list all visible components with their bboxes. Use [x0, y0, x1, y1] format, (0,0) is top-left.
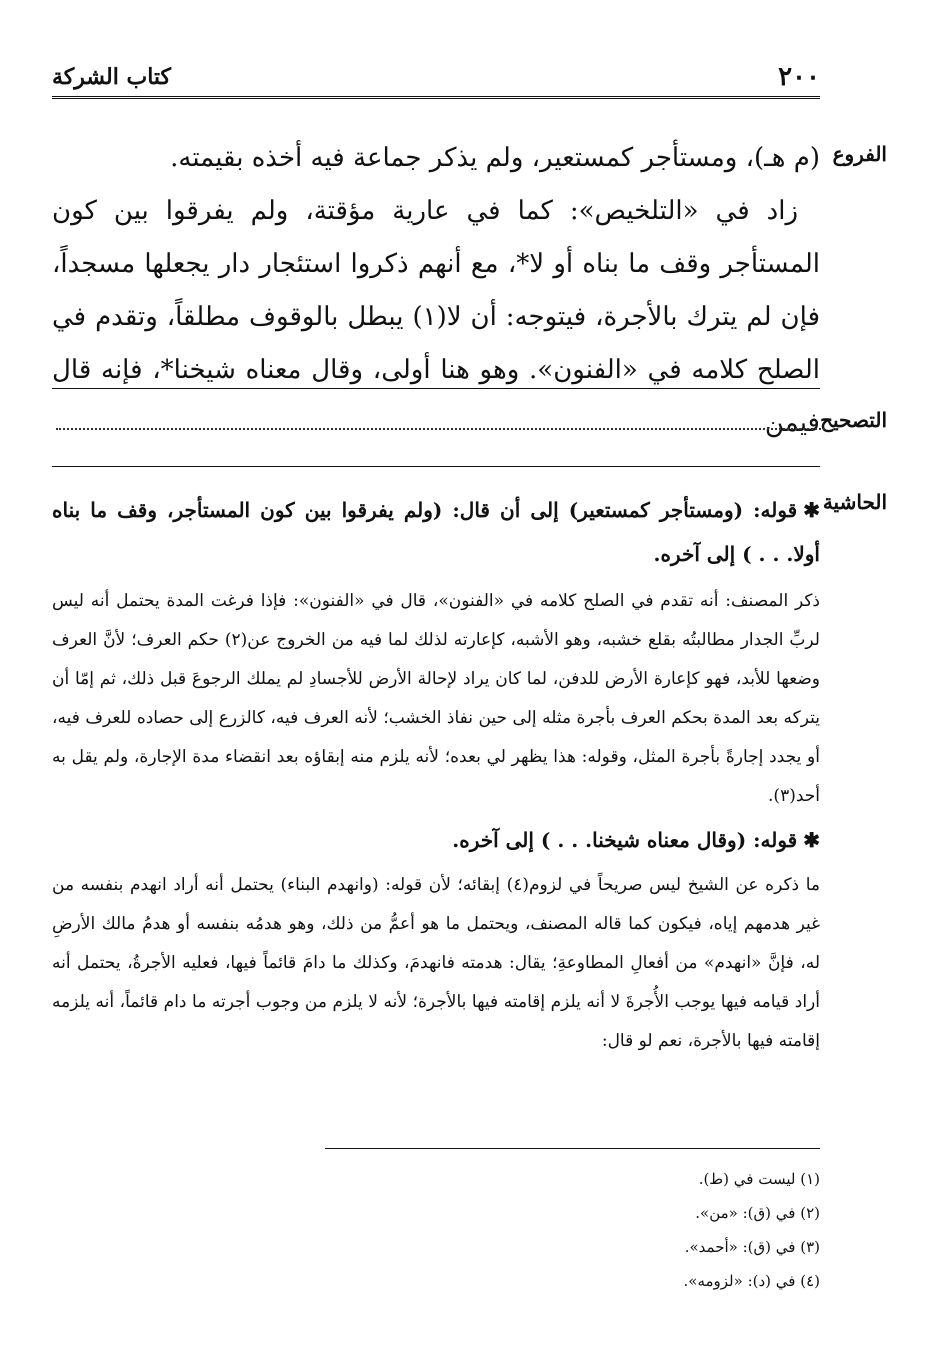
page-header — [52, 62, 820, 99]
footnote-3: (٣) في (ق): «أحمد». — [684, 1238, 820, 1256]
label-furu: الفروع — [832, 142, 887, 166]
footnotes — [300, 1162, 820, 1298]
label-hashiya: الحاشية — [822, 490, 887, 514]
footnote-divider — [325, 1148, 820, 1149]
tashih-dotted-line — [56, 428, 825, 430]
hashiya-body-1: ذكر المصنف: أنه تقدم في الصلح كلامه في «الفنون»، قال في «الفنون»: فإذا فرغت المدة يحتمل أنه ليس لربِّ الجدار مطالبتُه بقلع خشبه، وهو الأشبه، كإعارته لذلك لما فيه من الخروج عن(٢) حكم العرف؛ لأنَّ العرف وضعها للأبد، فهو كإعارة الأرض للدفن، لما كان يراد لإحالة الأرض للأجسادِ لم يملك الرجوعَ قبل ذلك، ثم إمّا أن يتركه بعد المدة بحكم العرف بأجرة مثله إلى حين نفاذ الخشب؛ لأنه العرف فيه، كالزرع إلى حصاده للعرف فيه، أو يجدد إجارةً بأجرة المثل، وقوله: هذا يظهر لي بعده؛ لأنه يلزم منه إبقاؤه بعد انقضاء مدة الإجارة، ولم يقل به أحد(٣). — [52, 591, 820, 806]
divider-bottom — [52, 466, 820, 467]
divider-top — [52, 388, 820, 389]
main-text — [52, 132, 820, 450]
main-paragraph: زاد في «التلخيص»: كما في عارية مؤقتة، ولم يفرقوا بين كون المستأجر وقف ما بناه أو لا*، مع أنهم ذكروا استئجار دار يجعلها مسجداً، فإن لم يترك بالأجرة، فيتوجه: أن لا(١) يبطل بالوقوف مطلقاً، وتقدم في الصلح كلامه في «الفنون». وهو هنا أولى، وقال معناه شيخنا*، فإنه قال فيمن — [52, 196, 820, 438]
asterisk-icon: ✱ — [803, 828, 820, 852]
quote-2-text: قوله: (وقال معناه شيخنا. . . ) إلى آخره. — [452, 828, 798, 852]
book-title: كتاب الشركة — [52, 64, 172, 90]
hashiya-section — [52, 488, 820, 1061]
hashiya-quote-2 — [52, 818, 820, 862]
hashiya-body-2: ما ذكره عن الشيخ ليس صريحاً في لزوم(٤) إبقائه؛ لأن قوله: (وانهدم البناء) يحتمل أنه أراد انهدم بنفسه من غير هدمهم إياه، فيكون كما قاله المصنف، ويحتمل ما هو أعمُّ من ذلك، وهو هدمُه بنفسه أو هدمُ مالك الأرضِ له، فإنَّ «انهدم» من أفعالِ المطاوعةِ؛ يقال: هدمته فانهدمَ، وكذلك ما دامَ قائماً فيها، فعليه الأجرةُ، يحتمل أنه أراد قيامه فيها يوجب الأُجرةَ لا أنه يلزم إقامته فيها بالأجرة؛ لأنه لا يلزم من وجوب أجرته ما دام قائماً، أنه يلزمه إقامته فيها بالأجرة، نعم لو قال: — [52, 875, 820, 1051]
footnote-4: (٤) في (د): «لزومه». — [683, 1272, 820, 1290]
label-tashih: التصحيح — [820, 408, 887, 432]
quote-1-text: قوله: (ومستأجر كمستعير) إلى أن قال: (ولم يفرقوا بين كون المستأجر، وقف ما بناه أولا. . . ) إلى آخره. — [52, 498, 820, 566]
hashiya-quote-1 — [52, 488, 820, 576]
footnote-2: (٢) في (ق): «من». — [695, 1204, 820, 1222]
page-number: ٢٠٠ — [778, 62, 820, 92]
footnote-1: (١) ليست في (ط). — [698, 1170, 820, 1188]
asterisk-icon: ✱ — [803, 498, 820, 522]
main-line-1: (م هـ)، ومستأجر كمستعير، ولم يذكر جماعة فيه أخذه بقيمته. — [170, 143, 820, 173]
